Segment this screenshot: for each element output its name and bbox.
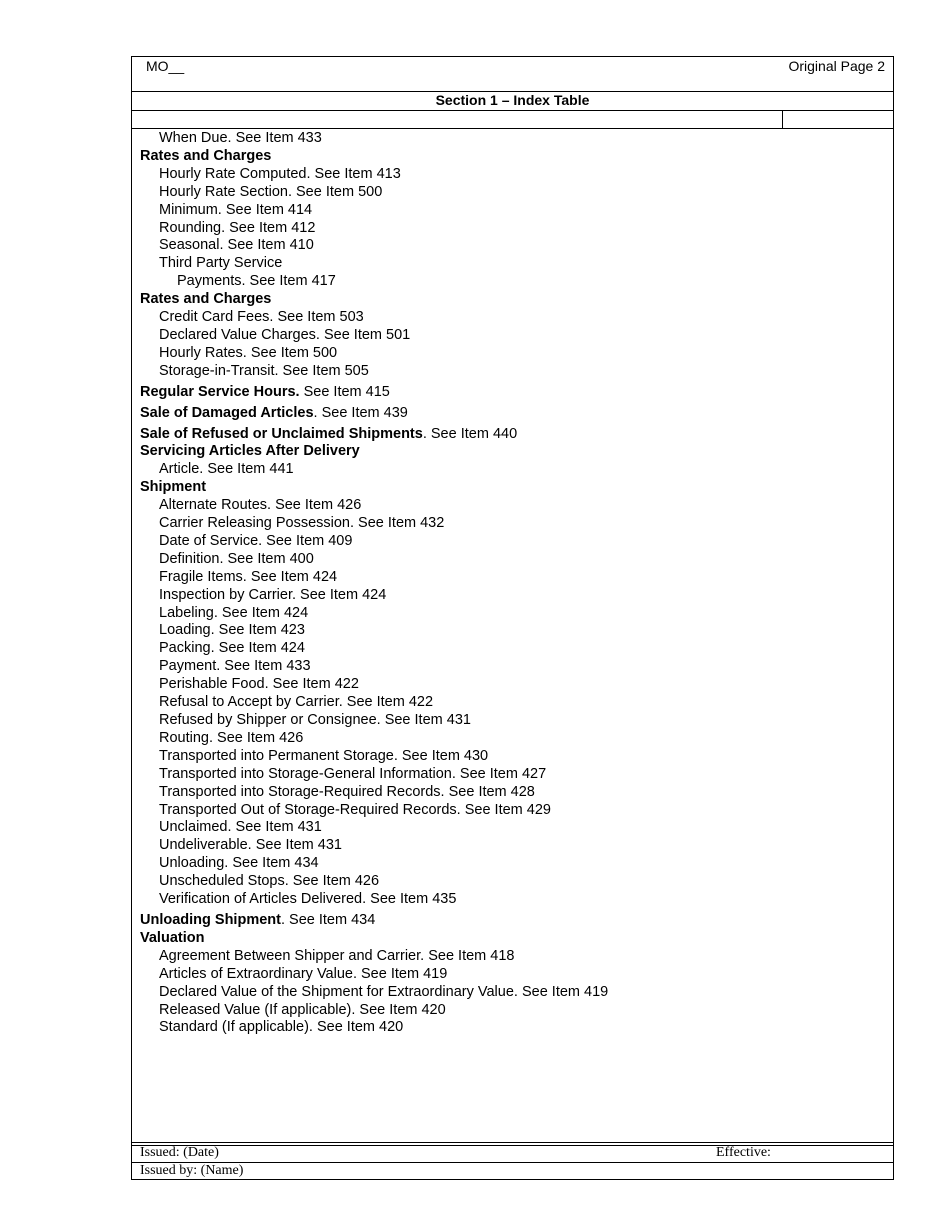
issued-by: Issued by: (Name): [140, 1163, 244, 1178]
index-entry-text: Transported into Permanent Storage. See Item 430: [159, 747, 489, 764]
title-divider: [132, 110, 893, 111]
index-entry-text: Minimum. See Item 414: [159, 201, 313, 218]
index-entry: [140, 533, 885, 551]
index-heading-label: Rates and Charges: [140, 147, 272, 164]
index-heading: [140, 405, 885, 423]
index-entry: [140, 784, 885, 802]
index-entry: [140, 130, 885, 148]
index-heading-label: Unloading Shipment: [140, 911, 281, 928]
index-entry: [140, 855, 885, 873]
index-heading: [140, 912, 885, 930]
index-entry: [140, 237, 885, 255]
index-entry-text: Third Party Service: [159, 255, 283, 272]
index-entry-text: Hourly Rate Section. See Item 500: [159, 183, 383, 200]
index-entry-text: Refusal to Accept by Carrier. See Item 422: [159, 694, 434, 711]
index-entry: [140, 837, 885, 855]
index-entry: [140, 309, 885, 327]
index-entry-text: Loading. See Item 423: [159, 622, 305, 639]
index-entry: [140, 873, 885, 891]
index-entry-text: Inspection by Carrier. See Item 424: [159, 586, 387, 603]
index-entry-text: Fragile Items. See Item 424: [159, 568, 338, 585]
index-entry-text: Declared Value Charges. See Item 501: [159, 326, 411, 343]
index-entry: [140, 605, 885, 623]
index-entry-text: Storage-in-Transit. See Item 505: [159, 362, 369, 379]
index-entry-text: . See Item 439: [313, 404, 408, 421]
issued-date: Issued: (Date): [140, 1145, 219, 1160]
index-entry-text: Unloading. See Item 434: [159, 855, 319, 872]
index-entry-text: Verification of Articles Delivered. See Item 435: [159, 891, 457, 908]
index-heading: [140, 443, 885, 461]
index-heading: [140, 291, 885, 309]
section-title: Section 1 – Index Table: [435, 92, 590, 108]
index-entry: [140, 363, 885, 381]
index-entry-text: . See Item 434: [280, 911, 376, 928]
index-entry-text: Hourly Rates. See Item 500: [159, 344, 338, 361]
index-entry-text: . See Item 440: [422, 425, 518, 442]
index-entry-text: Article. See Item 441: [159, 461, 294, 478]
index-entry-text: Released Value (If applicable). See Item 420: [159, 1001, 446, 1018]
index-entry-text: Credit Card Fees. See Item 503: [159, 309, 364, 326]
index-heading-label: Sale of Refused or Unclaimed Shipments: [140, 425, 423, 442]
footer-divider-double: [132, 1145, 893, 1146]
index-entry-text: Date of Service. See Item 409: [159, 532, 353, 549]
index-heading-label: Valuation: [140, 929, 205, 946]
index-entry: [140, 327, 885, 345]
index-entry-text: Transported into Storage-Required Records. See Item 428: [159, 783, 535, 800]
index-entry-text: Payment. See Item 433: [159, 658, 311, 675]
index-entry: [140, 658, 885, 676]
index-entry: [140, 748, 885, 766]
index-entry: [140, 273, 885, 291]
index-heading: [140, 384, 885, 402]
index-entry-text: Undeliverable. See Item 431: [159, 837, 342, 854]
index-entry: [140, 640, 885, 658]
index-entry-text: Packing. See Item 424: [159, 640, 305, 657]
index-entry: [140, 166, 885, 184]
index-entry: [140, 220, 885, 238]
index-entry: [140, 622, 885, 640]
index-entry: [140, 345, 885, 363]
index-page-frame: [131, 56, 894, 1180]
table-header-divider: [132, 128, 893, 129]
index-entry: [140, 966, 885, 984]
index-entry-text: Rounding. See Item 412: [159, 219, 316, 236]
index-heading-label: Regular Service Hours.: [140, 383, 300, 400]
index-entry-text: Seasonal. See Item 410: [159, 237, 314, 254]
index-entry: [140, 461, 885, 479]
index-heading-label: Rates and Charges: [140, 291, 272, 308]
index-entry: [140, 712, 885, 730]
tariff-code: MO__: [146, 58, 185, 74]
index-entry-text: Refused by Shipper or Consignee. See Item 431: [159, 712, 471, 728]
index-entry: [140, 202, 885, 220]
index-entry-text: Payments. See Item 417: [177, 273, 336, 290]
index-entry-text: Declared Value of the Shipment for Extraordinary Value. See Item 419: [159, 983, 609, 1000]
index-entry: [140, 802, 885, 820]
index-entry-text: Routing. See Item 426: [159, 729, 304, 746]
index-heading-label: Servicing Articles After Delivery: [140, 443, 360, 460]
index-entry-text: Carrier Releasing Possession. See Item 432: [159, 515, 445, 532]
index-entry-text: Articles of Extraordinary Value. See Item 419: [159, 965, 448, 982]
index-entry-text: Perishable Food. See Item 422: [159, 676, 359, 693]
index-entry: [140, 1002, 885, 1020]
index-heading: [140, 148, 885, 166]
index-entry: [140, 891, 885, 909]
footer-divider-top: [132, 1142, 893, 1143]
index-entry: [140, 984, 885, 1002]
index-entry: [140, 497, 885, 515]
index-entry: [140, 730, 885, 748]
index-entry-text: Labeling. See Item 424: [159, 604, 309, 621]
index-entry-text: Unclaimed. See Item 431: [159, 819, 322, 836]
index-entry-text: Hourly Rate Computed. See Item 413: [159, 165, 401, 182]
column-divider: [782, 110, 783, 128]
index-entry: [140, 694, 885, 712]
index-entry: [140, 515, 885, 533]
index-entry: [140, 551, 885, 569]
index-entry-text: When Due. See Item 433: [159, 130, 322, 146]
index-entry: [140, 819, 885, 837]
index-entry-text: Unscheduled Stops. See Item 426: [159, 873, 380, 890]
index-entry-text: See Item 415: [299, 383, 390, 400]
index-entry: [140, 184, 885, 202]
index-entry: [140, 255, 885, 273]
index-entry-text: Alternate Routes. See Item 426: [159, 497, 362, 514]
index-entries: [140, 130, 885, 1037]
footer-divider-middle: [132, 1162, 893, 1163]
index-entry-text: Transported into Storage-General Information. See Item 427: [159, 765, 547, 782]
index-entry-text: Definition. See Item 400: [159, 550, 314, 567]
index-heading: [140, 426, 885, 444]
page-number: Original Page 2: [788, 58, 885, 74]
index-entry: [140, 587, 885, 605]
index-entry: [140, 1019, 885, 1037]
index-heading-label: Shipment: [140, 479, 207, 496]
index-heading: [140, 479, 885, 497]
index-entry: [140, 569, 885, 587]
index-heading-label: Sale of Damaged Articles: [140, 404, 314, 421]
index-entry-text: Transported Out of Storage-Required Records. See Item 429: [159, 801, 551, 818]
index-entry: [140, 948, 885, 966]
index-entry-text: Standard (If applicable). See Item 420: [159, 1019, 404, 1036]
index-heading: [140, 930, 885, 948]
index-entry: [140, 676, 885, 694]
index-entry-text: Agreement Between Shipper and Carrier. See Item 418: [159, 947, 515, 964]
effective-date: Effective:: [716, 1145, 771, 1160]
index-entry: [140, 766, 885, 784]
